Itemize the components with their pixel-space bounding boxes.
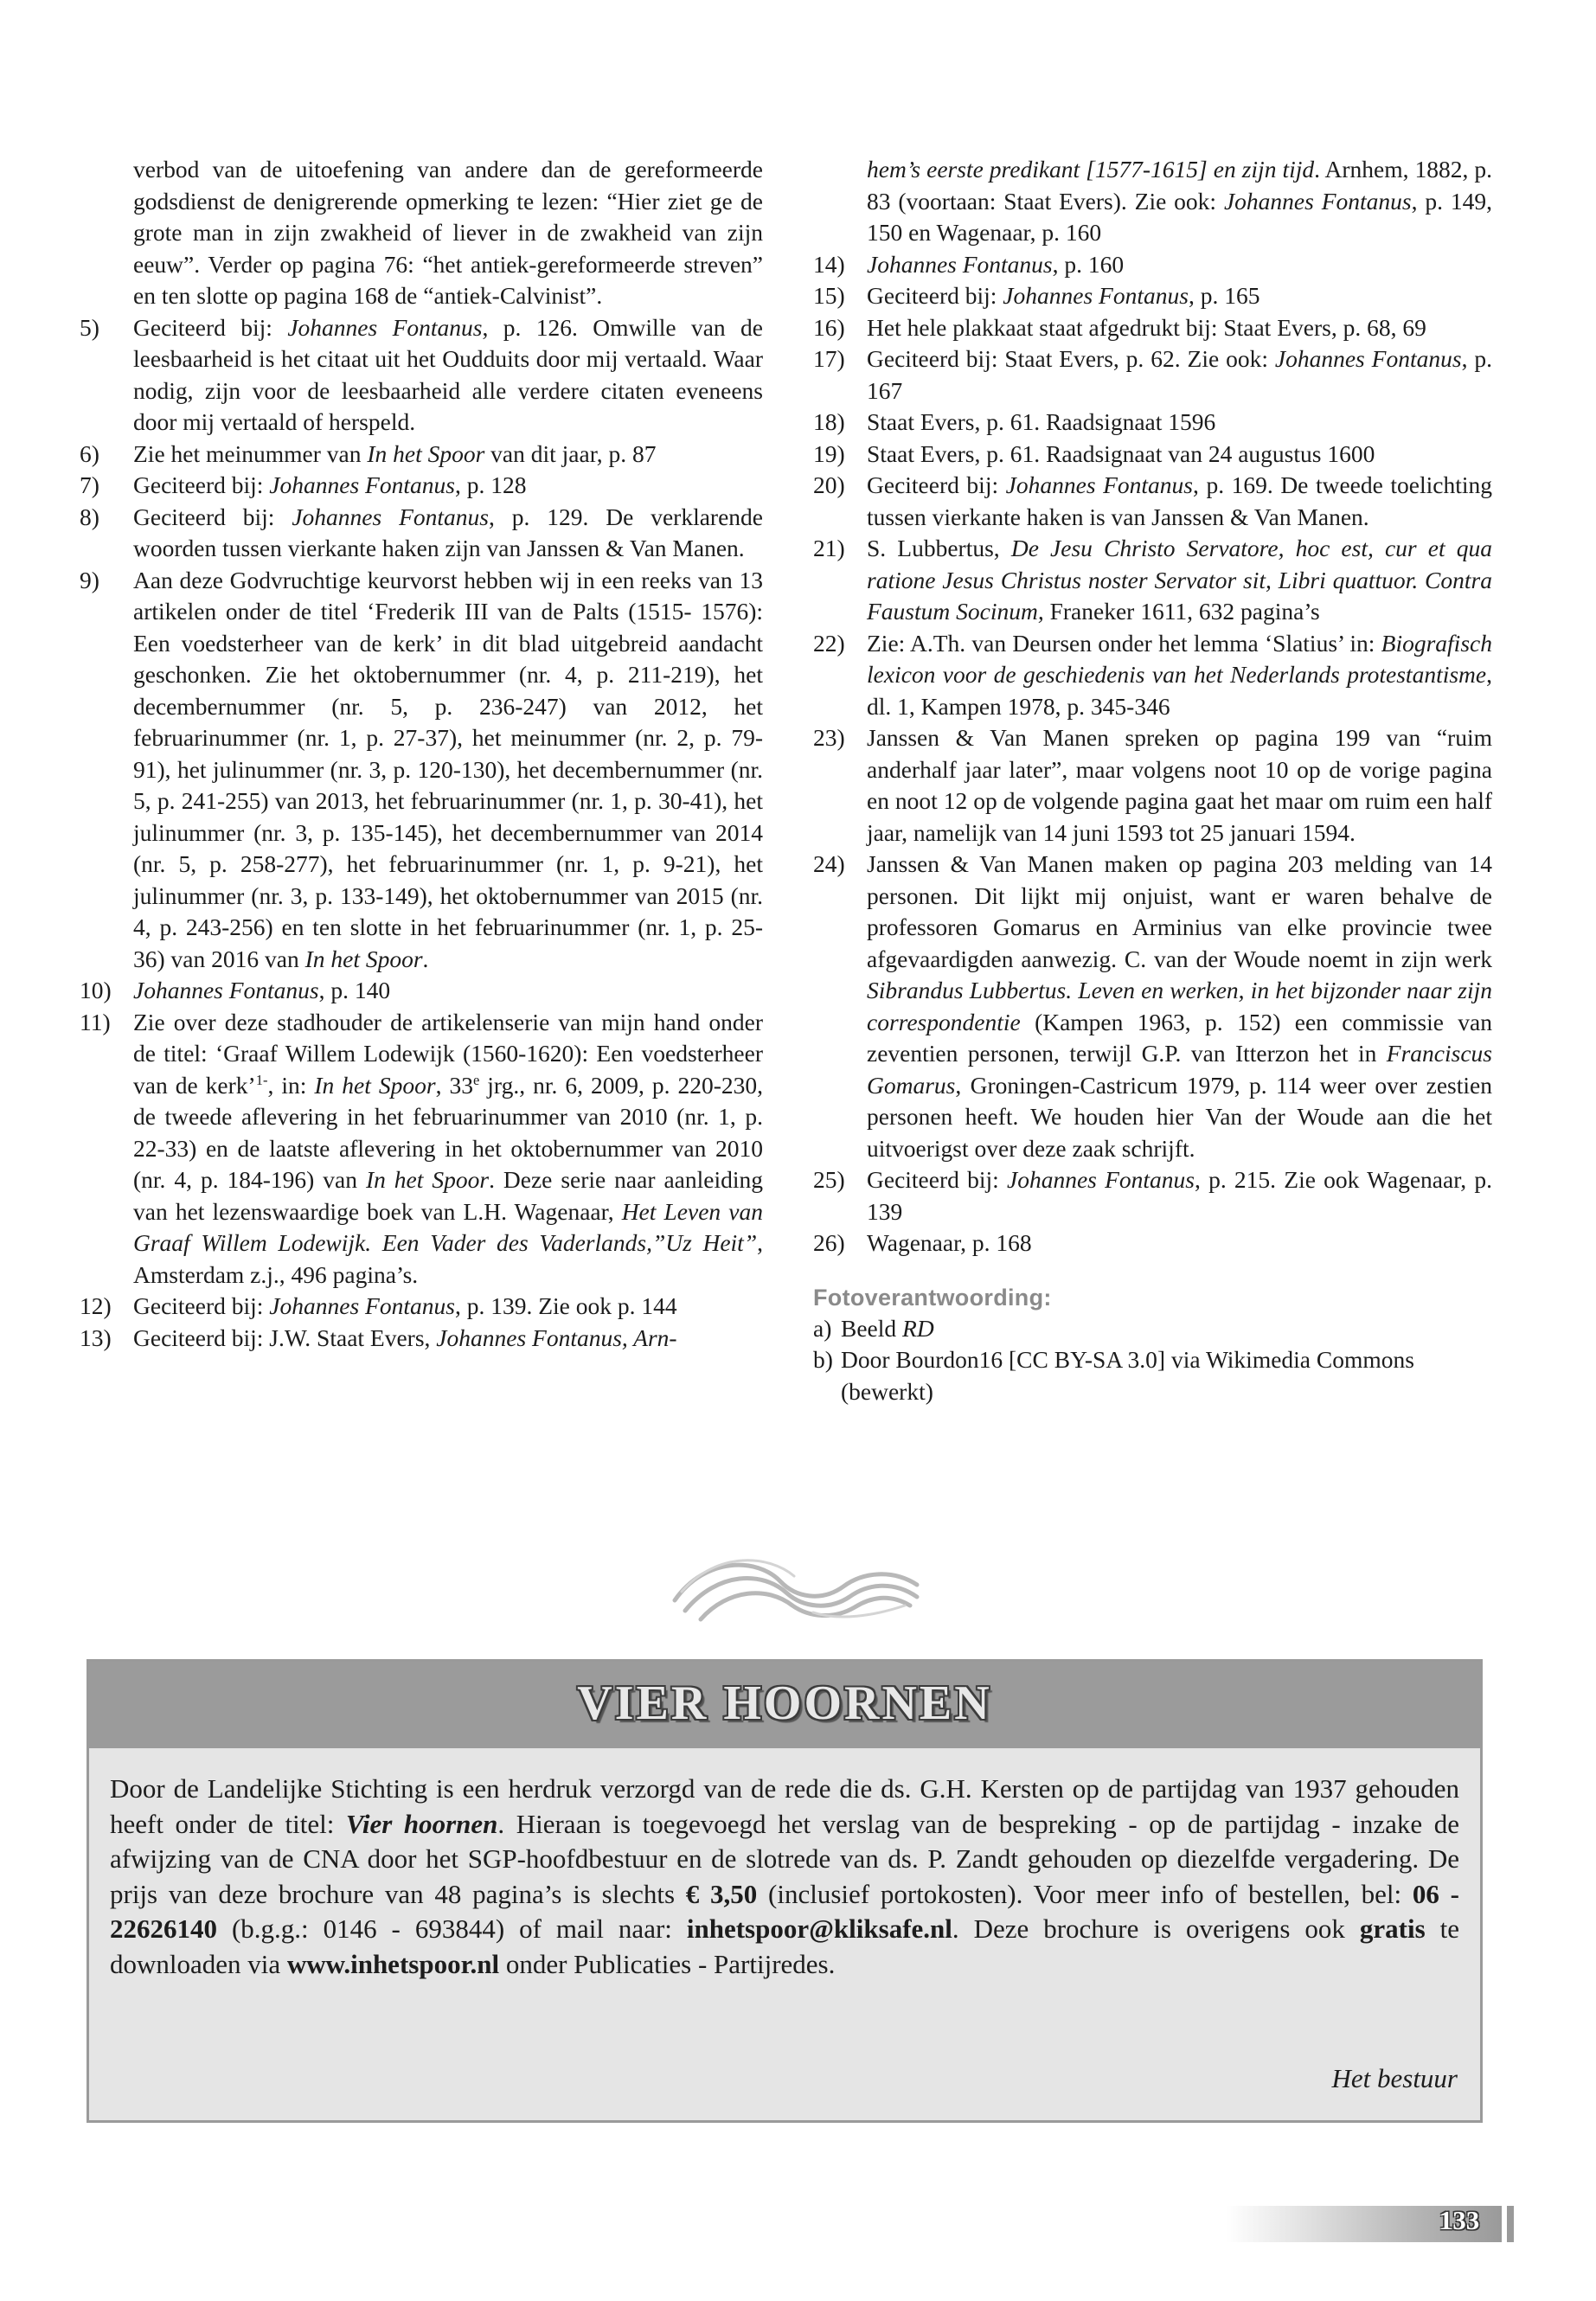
footnote-number: b) [813,1346,833,1373]
page-number: 133 [1439,2205,1480,2235]
footnote-26 [813,1227,1492,1259]
footnote-continuation [80,154,763,312]
footnote-13 [80,1323,763,1355]
footnote-5 [80,312,763,439]
footnote-text: S. Lubbertus, De Jesu Christo Servatore, hoc est, cur et qua ratione Jesus Christus noster Servator sit, Libri quattuor. Contra Faustum Socinum, Franeker 1611, 632 pagina’s [867,535,1492,625]
footnote-text: Janssen & Van Manen maken op pagina 203 melding van 14 personen. Dit lijkt mij onjuist, want er waren behalve de professoren Gomarus en Arminius van elke provincie twee afgevaardigden aanwezig. C. van der Woude noemt in zijn werk Sibrandus Lubbertus. Leven en werken, in het bijzonder naar zijn correspondentie (Kampen 1963, p. 152) een commissie van zeventien personen, terwijl G.P. van Itterzon het in Franciscus Gomarus, Groningen-Castricum 1979, p. 114 weer over zestien personen heeft. We houden hier Van der Woude aan die het uitvoerigst over deze zaak schrijft. [867,850,1492,1162]
footnote-17 [813,343,1492,407]
footnote-number: 18) [813,408,845,435]
footnote-number: 12) [80,1292,112,1319]
footnote-number: 21) [813,535,845,561]
footnote-text: Geciteerd bij: Johannes Fontanus, p. 215. Zie ook Wagenaar, p. 139 [867,1166,1492,1225]
footnote-b [813,1344,1492,1407]
footnote-text: Zie het meinummer van In het Spoor van dit jaar, p. 87 [133,439,657,467]
footnote-6 [80,439,763,471]
page-number-bar-tick [1507,2206,1514,2242]
footnote-9 [80,565,763,976]
footnote-text: Geciteerd bij: Johannes Fontanus, p. 129. De verklarende woorden tussen vierkante haken zijn van Janssen & Van Manen. [133,503,763,561]
footnote-number: 24) [813,850,845,877]
footnote-text: verbod van de uitoefening van andere dan de gereformeerde godsdienst de denigrerende opmerking te lezen: “Hier ziet ge de grote man in zijn zwakheid of liever in de zwakheid van zijn eeuw”. Verder op pagina 76: “het antiek-gereformeerde streven” en ten slotte op pagina 168 de “antiek-Calvinist”. [133,156,763,309]
footnote-number: 26) [813,1229,845,1256]
footnote-text: Geciteerd bij: Johannes Fontanus, p. 139. Zie ook p. 144 [133,1292,677,1319]
footnote-text: Johannes Fontanus, p. 140 [133,977,391,1003]
footnote-text: Geciteerd bij: Johannes Fontanus, p. 169. De tweede toelichting tussen vierkante haken is van Janssen & Van Manen. [867,471,1492,530]
footnote-10 [80,975,763,1007]
footnote-text: Geciteerd bij: Staat Evers, p. 62. Zie ook: Johannes Fontanus, p. 167 [867,345,1492,404]
footnote-25 [813,1164,1492,1227]
footnote-number: 11) [80,1008,111,1035]
footnote-text: Door Bourdon16 [CC BY-SA 3.0] via Wikimedia Commons (bewerkt) [841,1346,1414,1405]
ornament-swirl-icon [666,1550,926,1628]
footnote-number: a) [813,1314,832,1342]
right-column [813,154,1492,1407]
footnote-number: 14) [813,250,845,278]
footnote-7 [80,470,763,502]
footnote-15 [813,280,1492,312]
footnote-14 [813,249,1492,281]
footnote-24 [813,849,1492,1164]
footnote-text: Geciteerd bij: Johannes Fontanus, p. 128 [133,471,527,498]
footnote-text: Staat Evers, p. 61. Raadsignaat 1596 [867,408,1216,435]
footnote-number: 22) [813,629,845,657]
footnote-continuation [813,154,1492,249]
footnote-text: Zie: A.Th. van Deursen onder het lemma ‘Slatius’ in: Biografisch lexicon voor de geschiedenis van het Nederlands protestantisme, dl. 1, Kampen 1978, p. 345-346 [867,629,1492,720]
footnote-text: Het hele plakkaat staat afgedrukt bij: Staat Evers, p. 68, 69 [867,313,1426,341]
photo-credits-heading: Fotoverantwoording: [813,1284,1052,1311]
announcement-text: Door de Landelijke Stichting is een herdruk verzorgd van de rede die ds. G.H. Kersten op de partijdag van 1937 gehouden heeft onder de titel: Vier hoornen. Hieraan is toegevoegd het verslag van de bespreking - op de partijdag - inzake de afwijzing van de CNA door het SGP-hoofdbestuur en de slotrede van ds. P. Zandt gehouden op diezelfde vergadering. De prijs van deze brochure van 48 pagina’s is slechts € 3,50 (inclusief portokosten). Voor meer info of bestellen, bel: 06 - 22626140 (b.g.g.: 0146 - 693844) of mail naar: inhetspoor@kliksafe.nl. Deze brochure is overigens ook gratis te downloaden via www.inhetspoor.nl onder Publicaties - Partijredes. [110,1773,1460,1979]
vier-hoornen-announcement-box [87,1659,1483,2123]
left-column [80,154,763,1354]
footnote-text: Geciteerd bij: Johannes Fontanus, p. 165 [867,282,1260,309]
footnote-8 [80,502,763,565]
footnote-a [813,1313,1492,1345]
footnote-22 [813,628,1492,723]
footnote-18 [813,407,1492,439]
footnote-text: Staat Evers, p. 61. Raadsignaat van 24 augustus 1600 [867,439,1375,467]
footnote-21 [813,533,1492,628]
footnote-19 [813,439,1492,471]
announcement-title: VIER HOORNEN [577,1676,992,1730]
footnote-20 [813,470,1492,533]
footnote-number: 13) [80,1324,112,1351]
footnote-number: 19) [813,439,845,467]
footnote-text: hem’s eerste predikant [1577-1615] en zijn tijd. Arnhem, 1882, p. 83 (voortaan: Staat Evers). Zie ook: Johannes Fontanus, p. 149, 150 en Wagenaar, p. 160 [867,156,1492,246]
footnote-text: Aan deze Godvruchtige keurvorst hebben wij in een reeks van 13 artikelen onder de titel ‘Frederik III van de Palts (1515- 1576): Een voedsterheer van de kerk’ in dit blad uitgebreid aandacht geschonken. Zie het oktobernummer (nr. 4, p. 211-219), het decembernummer (nr. 5, p. 236-247) van 2012, het februarinummer (nr. 1, p. 27-37), het meinummer (nr. 2, p. 79-91), het julinummer (nr. 3, p. 120-130), het decembernummer (nr. 5, p. 241-255) van 2013, het februarinummer (nr. 1, p. 30-41), het julinummer (nr. 3, p. 135-145), het decembernummer van 2014 (nr. 5, p. 258-277), het februarinummer (nr. 1, p. 9-21), het julinummer (nr. 3, p. 133-149), het oktobernummer van 2015 (nr. 4, p. 243-256) en ten slotte in het februarinummer (nr. 1, p. 25-36) van 2016 van In het Spoor. [133,566,763,972]
announcement-signature: Het bestuur [1331,2063,1458,2093]
footnote-number: 8) [80,503,99,530]
footnote-16 [813,312,1492,344]
footnote-number: 25) [813,1166,845,1193]
footnote-text: Geciteerd bij: Johannes Fontanus, p. 126. Omwille van de leesbaarheid is het citaat uit het Oudduits door mij vertaald. Waar nodig, zijn voor de leesbaarheid alle verdere citaten eveneens door mij vertaald of herspeld. [133,313,763,435]
footnote-number: 16) [813,313,845,341]
footnote-text: Geciteerd bij: J.W. Staat Evers, Johannes Fontanus, Arn- [133,1324,677,1351]
footnote-number: 20) [813,471,845,498]
footnote-text: Wagenaar, p. 168 [867,1229,1032,1256]
footnote-23 [813,722,1492,849]
footnote-number: 5) [80,313,99,341]
footnote-text: Beeld RD [841,1314,934,1342]
footnote-number: 15) [813,282,845,309]
right-notes-list [813,154,1492,1259]
footnote-text: Janssen & Van Manen spreken op pagina 199 van “ruim anderhalf jaar later”, maar volgens noot 10 op de vorige pagina en noot 12 op de volgende pagina gaat het maar om ruim een half jaar, namelijk van 14 juni 1593 tot 25 januari 1594. [867,724,1492,846]
footnote-number: 23) [813,724,845,751]
footnote-text: Johannes Fontanus, p. 160 [867,250,1125,278]
footnote-number: 7) [80,471,99,498]
footnote-11 [80,1007,763,1292]
footnote-number: 9) [80,566,99,593]
footnote-12 [80,1291,763,1323]
footnote-number: 6) [80,439,99,467]
footnote-number: 10) [80,977,112,1003]
photo-credits-list [813,1313,1492,1408]
footnote-number: 17) [813,345,845,372]
footnote-text: Zie over deze stadhouder de artikelenserie van mijn hand onder de titel: ‘Graaf Willem Lodewijk (1560-1620): Een voedsterheer van de kerk’$^{1-}$, in: In het Spoor, 33e jrg., nr. 6, 2009, p. 220-230, de tweede aflevering in het februarinummer van 2010 (nr. 1, p. 22-33) en de laatste aflevering in het oktobernummer van 2010 (nr. 4, p. 184-196) van In het Spoor. Deze serie naar aanleiding van het lezenswaardige boek van L.H. Wagenaar, Het Leven van Graaf Willem Lodewijk. Een Vader des Vaderlands,”Uz Heit”, Amsterdam z.j., 496 pagina’s. [133,1008,763,1288]
